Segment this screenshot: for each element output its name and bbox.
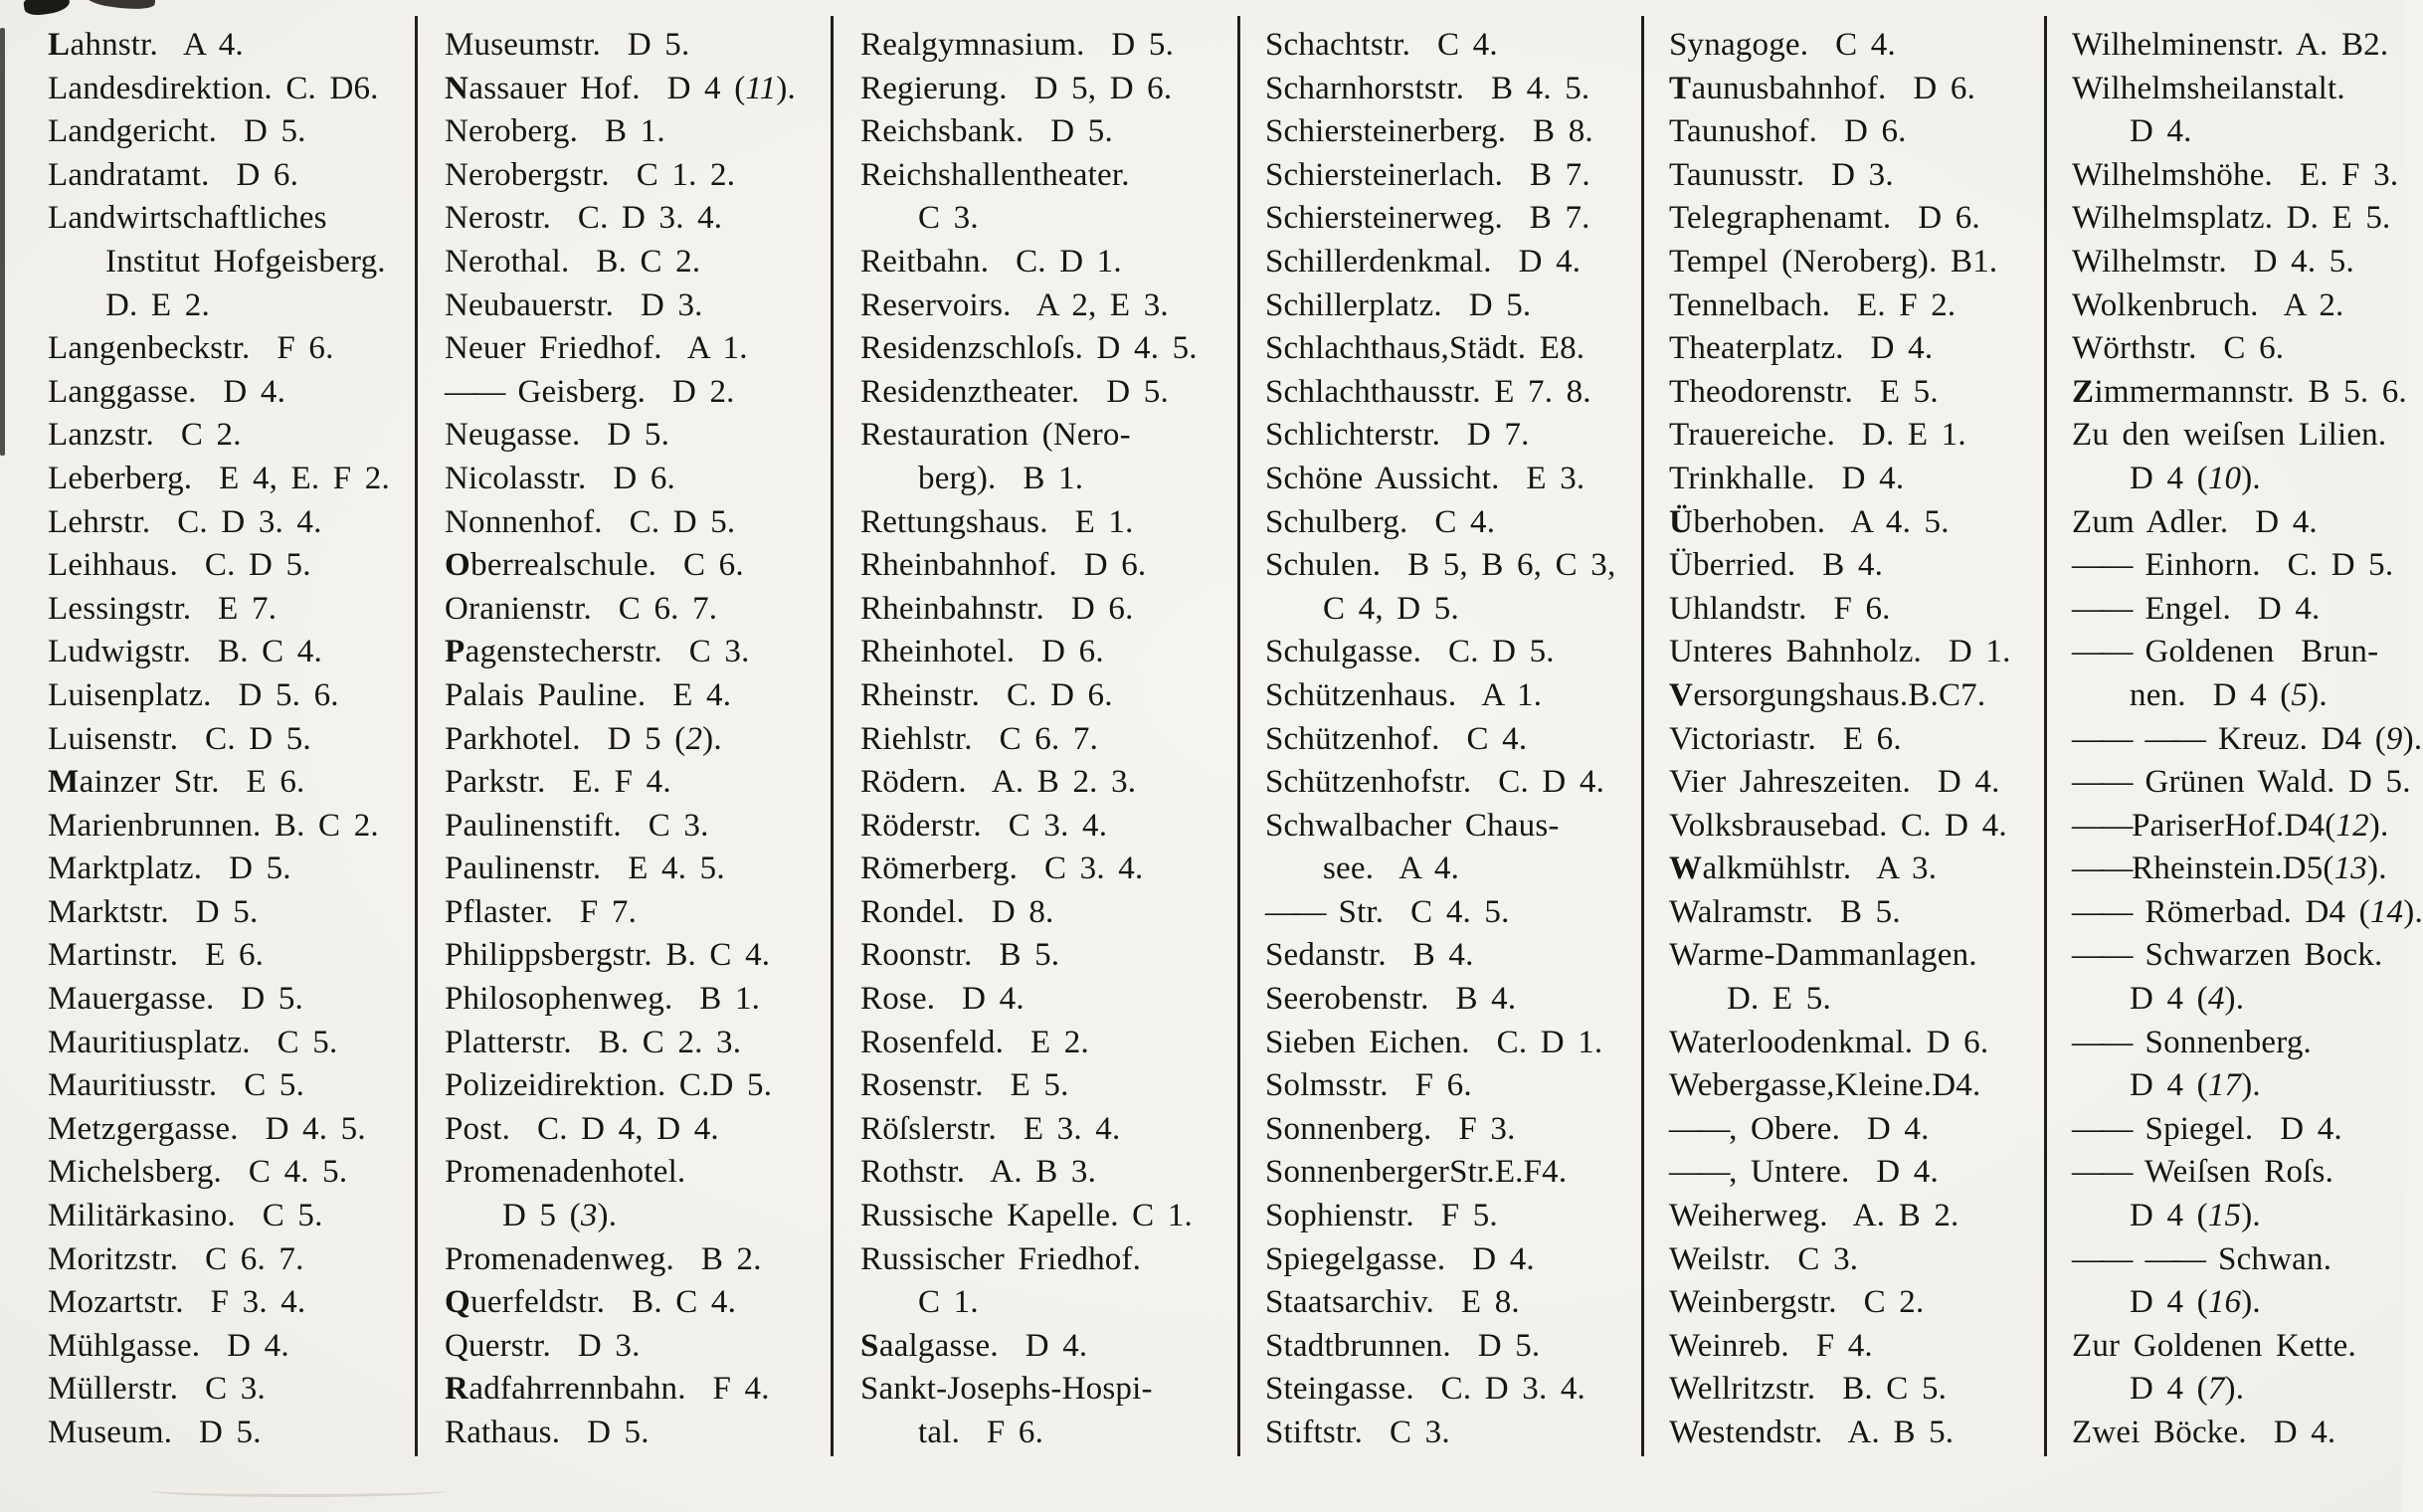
index-entry-line: Leberberg. E 4, E. F 2. — [48, 460, 390, 496]
index-entry-line: Zu den weiſsen Lilien. — [2072, 417, 2387, 454]
index-entry-line: Schillerdenkmal. D 4. — [1265, 243, 1582, 280]
index-entry-line: berg). B 1. — [918, 460, 1084, 496]
index-entry-line: Solmsstr. F 6. — [1265, 1067, 1472, 1104]
index-entry-line: Schulberg. C 4. — [1265, 503, 1496, 540]
index-entry-line: Reichshallentheater. — [860, 156, 1130, 193]
index-entry-line: Rathaus. D 5. — [445, 1415, 650, 1450]
index-entry-line: Luisenplatz. D 5. 6. — [48, 676, 339, 713]
index-entry-line: Wilhelmstr. D 4. 5. — [2072, 243, 2354, 280]
index-entry-line: D 4 (7). — [2130, 1371, 2245, 1408]
index-entry-line: Rödern. A. B 2. 3. — [860, 764, 1137, 801]
index-entry-line: Oberrealschule. C 6. — [445, 547, 744, 584]
index-column-1 — [0, 16, 418, 1456]
index-entry-line: Sonnenberg. F 3. — [1265, 1110, 1516, 1147]
index-entry-line: Nassauer Hof. D 4 (11). — [445, 70, 796, 106]
index-entry-line: Scharnhorststr. B 4. 5. — [1265, 70, 1590, 106]
index-entry-line: Sophienstr. F 5. — [1265, 1198, 1498, 1234]
index-entry-line: Riehlstr. C 6. 7. — [860, 720, 1099, 757]
index-entry-line: Paulinenstift. C 3. — [445, 807, 709, 844]
index-entry-line: Querfeldstr. B. C 4. — [445, 1284, 737, 1321]
index-entry-line: —— Str. C 4. 5. — [1265, 893, 1510, 930]
index-entry-line: Schwalbacher Chaus- — [1265, 807, 1560, 844]
index-entry-line: Versorgungshaus.B.C7. — [1669, 676, 1986, 713]
index-entry-line: ——, Obere. D 4. — [1669, 1110, 1930, 1147]
index-entry-line: C 1. — [918, 1284, 979, 1321]
index-entry-line: Rettungshaus. E 1. — [860, 503, 1134, 540]
index-entry-line: Sankt-Josephs-Hospi- — [860, 1371, 1153, 1408]
index-entry-line: Langenbeckstr. F 6. — [48, 330, 334, 367]
index-entry-line: Neroberg. B 1. — [445, 113, 665, 150]
index-entry-line: Schillerplatz. D 5. — [1265, 286, 1532, 323]
index-entry-line: Sieben Eichen. C. D 1. — [1265, 1024, 1603, 1060]
index-entry-line: Zum Adler. D 4. — [2072, 503, 2318, 540]
index-entry-line: Schöne Aussicht. E 3. — [1265, 460, 1585, 496]
index-entry-line: Post. C. D 4, D 4. — [445, 1110, 719, 1147]
index-entry-line: Radfahrrennbahn. F 4. — [445, 1371, 770, 1408]
index-entry-line: Landgericht. D 5. — [48, 113, 306, 150]
index-entry-line: Waterloodenkmal. D 6. — [1669, 1024, 1989, 1060]
index-entry-line: —— Engel. D 4. — [2072, 590, 2321, 627]
index-entry-line: Leihhaus. C. D 5. — [48, 547, 311, 584]
index-entry-line: —— Goldenen Brun- — [2072, 634, 2379, 670]
index-entry-line: Reitbahn. C. D 1. — [860, 243, 1122, 280]
index-entry-line: Schiersteinerlach. B 7. — [1265, 156, 1590, 193]
index-entry-line: Nerobergstr. C 1. 2. — [445, 156, 736, 193]
index-entry-line: Michelsberg. C 4. 5. — [48, 1154, 348, 1191]
index-entry-line: —— Geisberg. D 2. — [445, 373, 735, 410]
index-entry-line: Weinreb. F 4. — [1669, 1327, 1873, 1364]
index-entry-line: Promenadenweg. B 2. — [445, 1240, 762, 1277]
index-entry-line: Wörthstr. C 6. — [2072, 330, 2285, 367]
index-entry-line: Schiersteinerweg. B 7. — [1265, 200, 1590, 237]
index-entry-line: Müllerstr. C 3. — [48, 1371, 266, 1408]
index-entry-line: Saalgasse. D 4. — [860, 1327, 1088, 1364]
index-entry-line: Nerostr. C. D 3. 4. — [445, 200, 723, 237]
index-entry-line: Tempel (Neroberg). B1. — [1669, 243, 1998, 280]
index-entry-line: Mauritiusplatz. C 5. — [48, 1024, 338, 1060]
index-entry-line: Marktstr. D 5. — [48, 893, 259, 930]
index-entry-line: Wolkenbruch. A 2. — [2072, 286, 2344, 323]
index-entry-line: Neugasse. D 5. — [445, 417, 670, 454]
index-entry-line: D 5 (3). — [502, 1198, 618, 1234]
index-entry-line: Paulinenstr. E 4. 5. — [445, 850, 725, 887]
index-entry-line: Reichsbank. D 5. — [860, 113, 1113, 150]
index-entry-line: —— Sonnenberg. — [2072, 1024, 2313, 1060]
index-entry-line: —— Römerbad. D4 (14). — [2072, 893, 2423, 930]
index-entry-line: ——, Untere. D 4. — [1669, 1154, 1939, 1191]
index-entry-line: —— Weiſsen Roſs. — [2072, 1154, 2334, 1191]
index-entry-line: Taunushof. D 6. — [1669, 113, 1907, 150]
index-entry-line: see. A 4. — [1323, 850, 1460, 887]
index-entry-line: Schlachthausstr. E 7. 8. — [1265, 373, 1591, 410]
index-entry-line: D. E 5. — [1727, 981, 1831, 1018]
index-entry-line: D. E 2. — [105, 286, 210, 323]
index-entry-line: Stiftstr. C 3. — [1265, 1415, 1450, 1450]
index-entry-line: Langgasse. D 4. — [48, 373, 286, 410]
index-entry-line: Moritzstr. C 6. 7. — [48, 1240, 304, 1277]
index-entry-line: D 4 (16). — [2130, 1284, 2261, 1321]
index-entry-line: Röſslerstr. E 3. 4. — [860, 1110, 1121, 1147]
index-entry-line: —— Spiegel. D 4. — [2072, 1110, 2342, 1147]
index-entry-line: Steingasse. C. D 3. 4. — [1265, 1371, 1586, 1408]
index-entry-line: Warme-Dammanlagen. — [1669, 937, 1977, 974]
index-entry-line: Rheinstr. C. D 6. — [860, 676, 1113, 713]
index-entry-line: Weilstr. C 3. — [1669, 1240, 1859, 1277]
index-entry-line: Wilhelmshöhe. E. F 3. — [2072, 156, 2399, 193]
index-entry-line: Martinstr. E 6. — [48, 937, 265, 974]
index-entry-line: Militärkasino. C 5. — [48, 1198, 323, 1234]
index-entry-line: Stadtbrunnen. D 5. — [1265, 1327, 1541, 1364]
index-entry-line: Überried. B 4. — [1669, 547, 1884, 584]
index-entry-line: Neubauerstr. D 3. — [445, 286, 703, 323]
index-entry-line: Rothstr. A. B 3. — [860, 1154, 1097, 1191]
index-entry-line: Mühlgasse. D 4. — [48, 1327, 289, 1364]
index-entry-line: Rose. D 4. — [860, 981, 1025, 1018]
index-entry-line: Residenztheater. D 5. — [860, 373, 1169, 410]
index-entry-line: Trauereiche. D. E 1. — [1669, 417, 1966, 454]
index-entry-line: Rosenstr. E 5. — [860, 1067, 1069, 1104]
index-entry-line: Theodorenstr. E 5. — [1669, 373, 1939, 410]
index-entry-line: Reservoirs. A 2, E 3. — [860, 286, 1169, 323]
index-entry-line: Theaterplatz. D 4. — [1669, 330, 1934, 367]
index-entry-line: C 3. — [918, 200, 979, 237]
index-entry-line: Parkstr. E. F 4. — [445, 764, 671, 801]
index-entry-line: Russischer Friedhof. — [860, 1240, 1142, 1277]
index-entry-line: D 4. — [2130, 113, 2192, 150]
index-column-6 — [2047, 16, 2423, 1456]
index-entry-line: Walkmühlstr. A 3. — [1669, 850, 1938, 887]
index-entry-line: Institut Hofgeisberg. — [105, 243, 386, 280]
index-entry-line: Zur Goldenen Kette. — [2072, 1327, 2356, 1364]
index-entry-line: Vier Jahreszeiten. D 4. — [1669, 764, 2000, 801]
index-column-3 — [834, 16, 1240, 1456]
index-entry-line: Schützenhaus. A 1. — [1265, 676, 1543, 713]
index-entry-line: Schulgasse. C. D 5. — [1265, 634, 1555, 670]
index-entry-line: tal. F 6. — [918, 1415, 1044, 1450]
index-entry-line: nen. D 4 (5). — [2130, 676, 2328, 713]
index-entry-line: Taunusstr. D 3. — [1669, 156, 1894, 193]
index-entry-line: Zwei Böcke. D 4. — [2072, 1415, 2336, 1450]
index-entry-line: Landwirtschaftliches — [48, 200, 327, 237]
index-entry-line: ——Rheinstein.D5(13). — [2072, 850, 2387, 887]
index-entry-line: Zimmermannstr. B 5. 6. — [2072, 373, 2407, 410]
index-entry-line: Unteres Bahnholz. D 1. — [1669, 634, 2011, 670]
index-entry-line: C 4, D 5. — [1323, 590, 1459, 627]
index-entry-line: Residenzschloſs. D 4. 5. — [860, 330, 1198, 367]
index-entry-line: Marktplatz. D 5. — [48, 850, 291, 887]
index-entry-line: Volksbrausebad. C. D 4. — [1669, 807, 2007, 844]
index-entry-line: Schlichterstr. D 7. — [1265, 417, 1530, 454]
index-entry-line: Weiherweg. A. B 2. — [1669, 1198, 1959, 1234]
index-entry-line: Röderstr. C 3. 4. — [860, 807, 1108, 844]
index-entry-line: Lessingstr. E 7. — [48, 590, 278, 627]
index-entry-line: Westendstr. A. B 5. — [1669, 1415, 1955, 1450]
index-entry-line: Schützenhofstr. C. D 4. — [1265, 764, 1605, 801]
index-entry-line: Ludwigstr. B. C 4. — [48, 634, 322, 670]
index-entry-line: Rheinbahnhof. D 6. — [860, 547, 1147, 584]
index-entry-line: Pagenstecherstr. C 3. — [445, 634, 750, 670]
index-entry-line: Wilhelmsheilanstalt. — [2072, 70, 2345, 106]
index-entry-line: Philosophenweg. B 1. — [445, 981, 761, 1018]
index-entry-line: Staatsarchiv. E 8. — [1265, 1284, 1520, 1321]
index-entry-line: Regierung. D 5, D 6. — [860, 70, 1173, 106]
index-entry-line: Rheinhotel. D 6. — [860, 634, 1104, 670]
index-column-4 — [1240, 16, 1644, 1456]
index-entry-line: Rheinbahnstr. D 6. — [860, 590, 1134, 627]
index-entry-line: Promenadenhotel. — [445, 1154, 686, 1191]
index-entry-line: Überhoben. A 4. 5. — [1669, 503, 1950, 540]
index-entry-line: Neuer Friedhof. A 1. — [445, 330, 748, 367]
index-entry-line: D 4 (4). — [2130, 981, 2245, 1018]
index-entry-line: D 4 (15). — [2130, 1198, 2261, 1234]
index-entry-line: Wilhelmsplatz. D. E 5. — [2072, 200, 2391, 237]
index-entry-line: Schachtstr. C 4. — [1265, 27, 1498, 63]
index-entry-line: Schlachthaus,Städt. E8. — [1265, 330, 1585, 367]
index-entry-line: Schützenhof. C 4. — [1265, 720, 1528, 757]
index-entry-line: Trinkhalle. D 4. — [1669, 460, 1905, 496]
index-entry-line: Uhlandstr. F 6. — [1669, 590, 1891, 627]
index-entry-line: Restauration (Nero- — [860, 417, 1131, 454]
index-entry-line: Lahnstr. A 4. — [48, 27, 244, 63]
index-entry-line: Rondel. D 8. — [860, 893, 1054, 930]
index-entry-line: Nerothal. B. C 2. — [445, 243, 701, 280]
index-entry-line: —— Schwarzen Bock. — [2072, 937, 2383, 974]
index-entry-line: Römerberg. C 3. 4. — [860, 850, 1144, 887]
index-entry-line: Nonnenhof. C. D 5. — [445, 503, 736, 540]
index-entry-line: Pflaster. F 7. — [445, 893, 638, 930]
index-entry-line: Synagoge. C 4. — [1669, 27, 1896, 63]
index-entry-line: Victoriastr. E 6. — [1669, 720, 1902, 757]
index-entry-line: Realgymnasium. D 5. — [860, 27, 1175, 63]
index-entry-line: —— —— Schwan. — [2072, 1240, 2332, 1277]
pencil-smudge-artifact — [149, 1484, 448, 1497]
index-entry-line: —— Einhorn. C. D 5. — [2072, 547, 2394, 584]
index-entry-line: Rosenfeld. E 2. — [860, 1024, 1089, 1060]
index-entry-line: Mauergasse. D 5. — [48, 981, 303, 1018]
index-entry-line: —— Grünen Wald. D 5. — [2072, 764, 2411, 801]
index-entry-line: Philippsbergstr. B. C 4. — [445, 937, 771, 974]
index-entry-line: Schiersteinerberg. B 8. — [1265, 113, 1593, 150]
index-entry-line: Weinbergstr. C 2. — [1669, 1284, 1925, 1321]
index-entry-line: —— —— Kreuz. D4 (9). — [2072, 720, 2423, 757]
index-entry-line: Wilhelminenstr. A. B2. — [2072, 27, 2389, 63]
index-entry-line: Webergasse,Kleine.D4. — [1669, 1067, 1981, 1104]
index-entry-line: Lanzstr. C 2. — [48, 417, 242, 454]
index-entry-line: Mainzer Str. E 6. — [48, 764, 305, 801]
index-entry-line: D 4 (10). — [2130, 460, 2261, 496]
index-entry-line: Querstr. D 3. — [445, 1327, 641, 1364]
index-column-2 — [418, 16, 834, 1456]
index-entry-line: SonnenbergerStr.E.F4. — [1265, 1154, 1568, 1191]
index-entry-line: ——PariserHof.D4(12). — [2072, 807, 2389, 844]
index-entry-line: Museum. D 5. — [48, 1415, 262, 1450]
index-entry-line: Roonstr. B 5. — [860, 937, 1060, 974]
index-entry-line: Landratamt. D 6. — [48, 156, 299, 193]
index-entry-line: Wellritzstr. B. C 5. — [1669, 1371, 1948, 1408]
index-entry-line: Platterstr. B. C 2. 3. — [445, 1024, 742, 1060]
index-entry-line: Polizeidirektion. C.D 5. — [445, 1067, 773, 1104]
index-column-5 — [1644, 16, 2047, 1456]
index-entry-line: Tennelbach. E. F 2. — [1669, 286, 1957, 323]
index-entry-line: Marienbrunnen. B. C 2. — [48, 807, 379, 844]
index-entry-line: Taunusbahnhof. D 6. — [1669, 70, 1976, 106]
index-entry-line: Schulen. B 5, B 6, C 3, — [1265, 547, 1616, 584]
index-entry-line: Lehrstr. C. D 3. 4. — [48, 503, 322, 540]
index-entry-line: Sedanstr. B 4. — [1265, 937, 1474, 974]
index-entry-line: Luisenstr. C. D 5. — [48, 720, 311, 757]
index-entry-line: Museumstr. D 5. — [445, 27, 690, 63]
index-entry-line: D 4 (17). — [2130, 1067, 2261, 1104]
index-entry-line: Spiegelgasse. D 4. — [1265, 1240, 1535, 1277]
index-entry-line: Mozartstr. F 3. 4. — [48, 1284, 306, 1321]
index-entry-line: Metzgergasse. D 4. 5. — [48, 1110, 366, 1147]
index-entry-line: Parkhotel. D 5 (2). — [445, 720, 722, 757]
index-entry-line: Landesdirektion. C. D6. — [48, 70, 379, 106]
index-entry-line: Seerobenstr. B 4. — [1265, 981, 1517, 1018]
index-entry-line: Telegraphenamt. D 6. — [1669, 200, 1980, 237]
index-entry-line: Walramstr. B 5. — [1669, 893, 1901, 930]
index-entry-line: Nicolasstr. D 6. — [445, 460, 675, 496]
index-entry-line: Oranienstr. C 6. 7. — [445, 590, 718, 627]
scan-edge-artifact — [0, 28, 5, 456]
index-entry-line: Mauritiusstr. C 5. — [48, 1067, 305, 1104]
index-entry-line: Russische Kapelle. C 1. — [860, 1198, 1193, 1234]
index-entry-line: Palais Pauline. E 4. — [445, 676, 732, 713]
